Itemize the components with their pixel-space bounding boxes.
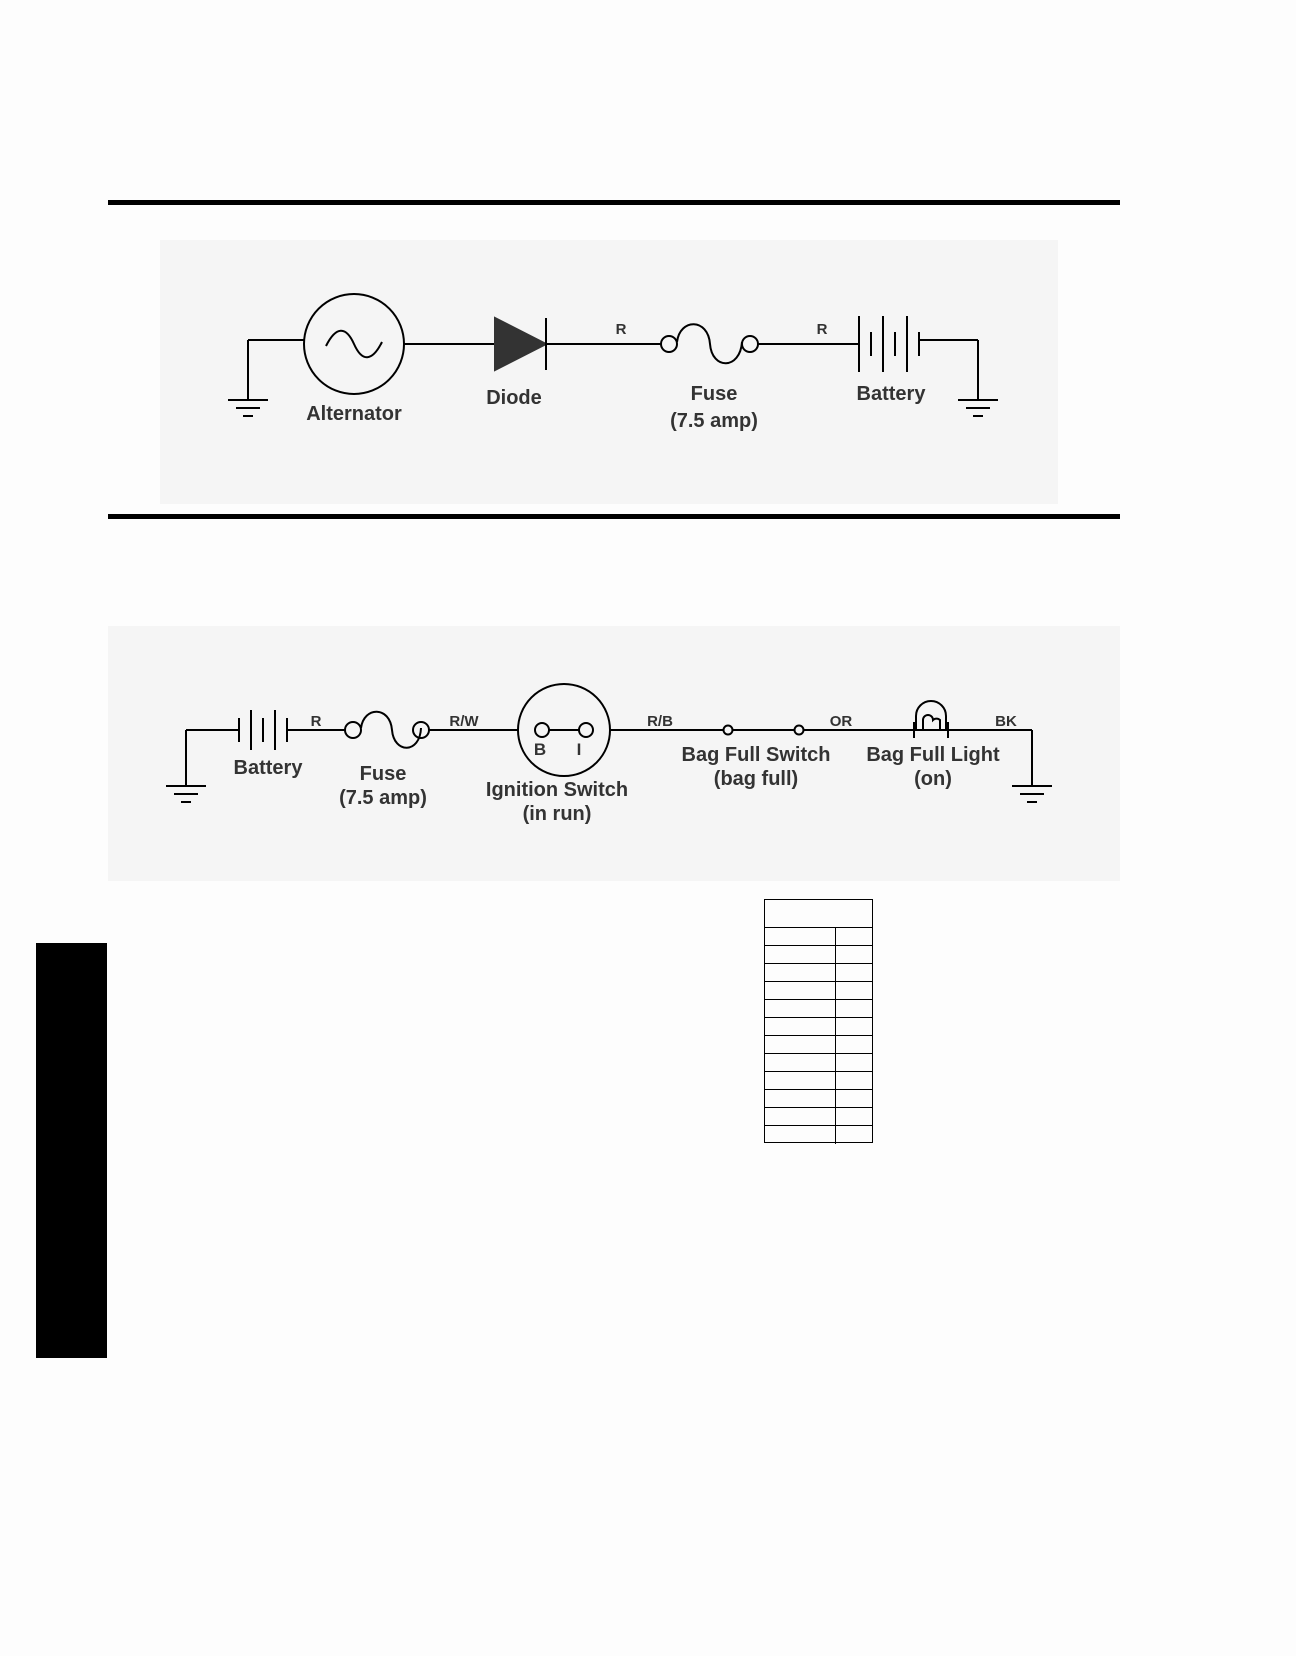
- charging-circuit-panel: [160, 240, 1058, 504]
- ground-symbol-left: [228, 400, 268, 416]
- table-row: [765, 1090, 872, 1108]
- battery-label: Battery: [856, 383, 926, 405]
- table-row: [765, 1036, 872, 1054]
- bag-switch-contact-right: [795, 726, 804, 735]
- table-row: [765, 1000, 872, 1018]
- bag-light-state-label: (on): [914, 768, 952, 790]
- diode-symbol: [495, 318, 546, 370]
- middle-rule: [108, 514, 1120, 519]
- table-cell: [765, 1054, 836, 1071]
- table-cell: [836, 1108, 872, 1125]
- table-cell: [836, 964, 872, 981]
- battery-symbol: [239, 710, 287, 750]
- wire-color-rw: R/W: [449, 713, 479, 730]
- charging-circuit-diagram: [160, 240, 1058, 504]
- table-cell: [836, 982, 872, 999]
- table-cell: [765, 928, 836, 945]
- table-row: [765, 1108, 872, 1126]
- table-row: [765, 1018, 872, 1036]
- ignition-pin-b-label: B: [533, 740, 547, 759]
- ignition-switch-label: Ignition Switch: [485, 779, 629, 801]
- ground-symbol-left: [166, 786, 206, 802]
- table-cell: [836, 1090, 872, 1107]
- fuse-rating-label: (7.5 amp): [339, 787, 427, 809]
- table-row: [765, 1054, 872, 1072]
- wire-color-rb: R/B: [647, 713, 673, 730]
- table-cell: [765, 1126, 836, 1144]
- table-cell: [765, 964, 836, 981]
- ground-symbol-right: [958, 400, 998, 416]
- table-row: [765, 946, 872, 964]
- bag-switch-label: Bag Full Switch: [681, 744, 831, 766]
- wire-color-bk: BK: [995, 713, 1017, 730]
- battery-symbol: [859, 316, 919, 372]
- fuse-label: Fuse: [359, 763, 407, 785]
- table-cell: [765, 1072, 836, 1089]
- alternator-sine: [326, 331, 382, 358]
- alternator-label: Alternator: [306, 403, 402, 425]
- fuse-rating-label: (7.5 amp): [670, 410, 758, 432]
- side-section-tab: [36, 943, 107, 1358]
- bag-full-circuit-panel: [108, 626, 1120, 881]
- bag-full-circuit-diagram: [108, 626, 1120, 881]
- ignition-pin-i-label: I: [576, 740, 582, 759]
- table-cell: [765, 946, 836, 963]
- ignition-pin-i: [579, 723, 593, 737]
- table-cell: [765, 1090, 836, 1107]
- table-cell: [836, 1054, 872, 1071]
- ignition-state-label: (in run): [522, 803, 592, 825]
- table-cell: [836, 928, 872, 945]
- battery-label: Battery: [233, 757, 303, 779]
- table-row: [765, 928, 872, 946]
- ground-symbol-right: [1012, 786, 1052, 802]
- empty-table: [764, 899, 873, 1143]
- fuse-terminal-left: [345, 722, 361, 738]
- fuse-label: Fuse: [690, 383, 738, 405]
- table-cell: [836, 1000, 872, 1017]
- top-rule: [108, 200, 1120, 205]
- table-cell: [765, 1018, 836, 1035]
- table-row: [765, 982, 872, 1000]
- table-cell: [765, 1000, 836, 1017]
- table-row: [765, 1126, 872, 1144]
- fuse-terminal-right: [742, 336, 758, 352]
- table-cell: [836, 946, 872, 963]
- table-cell: [765, 1108, 836, 1125]
- wire-color-or: OR: [829, 713, 853, 730]
- table-row: [765, 1072, 872, 1090]
- wire-color-r: R: [310, 713, 322, 730]
- ignition-pin-b: [535, 723, 549, 737]
- table-cell: [836, 1126, 872, 1144]
- fuse-symbol: [361, 712, 421, 748]
- table-cell: [836, 1072, 872, 1089]
- bag-light-label: Bag Full Light: [866, 744, 1000, 766]
- bag-switch-contact-left: [724, 726, 733, 735]
- fuse-terminal-left: [661, 336, 677, 352]
- fuse-symbol: [677, 324, 742, 363]
- wire-color-r-2: R: [816, 321, 828, 338]
- table-header: [765, 900, 872, 928]
- table-cell: [765, 982, 836, 999]
- bag-switch-state-label: (bag full): [713, 768, 799, 790]
- table-cell: [836, 1018, 872, 1035]
- table-row: [765, 964, 872, 982]
- wire-color-r-1: R: [615, 321, 627, 338]
- table-cell: [836, 1036, 872, 1053]
- diode-label: Diode: [486, 387, 542, 409]
- table-cell: [765, 1036, 836, 1053]
- bag-light-symbol: [914, 701, 948, 738]
